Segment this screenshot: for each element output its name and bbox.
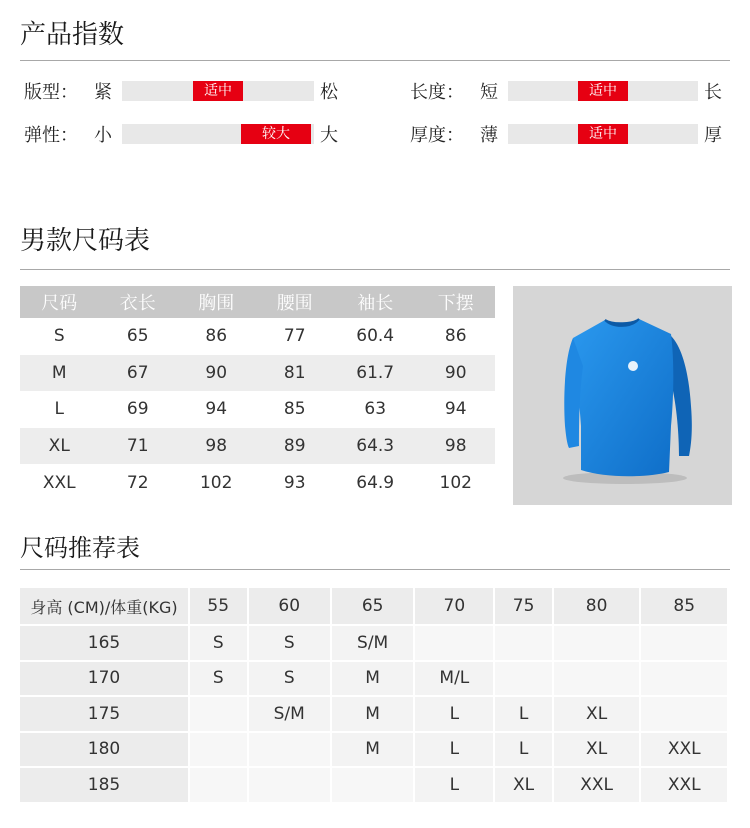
weight-col-header: 85 [641,588,727,624]
table-cell [641,626,727,660]
table-cell: S [53,326,65,347]
index-marker: 适中 [578,81,628,101]
table-cell: 77 [283,326,306,347]
table-cell: 71 [98,428,176,465]
long-sleeve-shirt-image [513,286,732,505]
table-cell [249,768,330,802]
index-low-label: 小 [94,125,112,146]
size-col-header: 下摆 [416,286,495,318]
index-marker: 适中 [193,81,243,101]
table-cell: M [332,733,413,767]
table-cell: XXL [554,768,640,802]
size-table-header-row [20,286,495,318]
table-cell [641,662,727,696]
table-cell: S/M [332,626,413,660]
brand-logo-icon [628,361,638,371]
size-table [20,286,495,501]
table-cell: 94 [205,399,228,420]
table-cell: 60.4 [356,326,395,347]
recommend-table-divider [20,569,730,570]
size-col-header: 胸围 [177,286,255,318]
index-row-length [410,80,722,102]
size-col-header: 衣长 [98,286,176,318]
weight-col-header: 70 [415,588,493,624]
table-cell [190,697,247,731]
table-cell: 86 [444,326,467,347]
table-cell: L [415,733,493,767]
product-index-divider [20,60,730,61]
table-row [20,733,727,767]
table-cell [190,733,247,767]
table-cell: XXL [641,733,727,767]
table-cell: XL [495,768,552,802]
table-cell: 81 [255,355,333,392]
table-cell [554,662,640,696]
index-label: 弹性： [24,125,78,146]
table-cell: 63 [364,399,387,420]
table-cell: 61.7 [334,355,417,392]
table-row [20,768,727,802]
product-index-title: 产品指数 [20,20,125,50]
index-label: 版型： [24,82,78,103]
table-cell: M [332,662,413,696]
shirt-body [573,319,673,476]
index-high-label: 厚 [704,125,722,146]
table-cell: M [20,355,98,392]
table-row [20,428,495,465]
index-marker: 适中 [578,124,628,144]
table-cell [190,768,247,802]
height-row-header: 175 [20,697,188,731]
size-table-divider [20,269,730,270]
table-cell: XXL [42,472,76,493]
index-track [122,81,314,101]
index-row-thickness [410,123,722,145]
table-cell: S [249,662,330,696]
index-track [122,124,314,144]
table-row [20,318,495,355]
table-cell: 98 [416,428,495,465]
weight-col-header: 65 [332,588,413,624]
table-cell: L [495,733,552,767]
table-cell: M [332,697,413,731]
index-label: 长度： [410,82,464,103]
table-cell: L [415,697,493,731]
table-cell: 67 [98,355,176,392]
index-high-label: 长 [704,82,722,103]
recommend-table-title: 尺码推荐表 [20,534,140,562]
weight-col-header: 55 [190,588,247,624]
table-cell: 86 [205,326,228,347]
size-table-title: 男款尺码表 [20,226,151,256]
height-row-header: 180 [20,733,188,767]
index-row-fit [24,80,338,102]
table-cell [249,733,330,767]
table-cell: 64.3 [334,428,417,465]
table-cell: S [190,626,247,660]
table-cell: L [415,768,493,802]
table-cell: 65 [126,326,149,347]
index-low-label: 紧 [94,82,112,103]
table-cell: 69 [126,399,149,420]
table-cell: S/M [249,697,330,731]
table-cell: 102 [199,472,233,493]
table-row [20,355,495,392]
index-row-elasticity [24,123,338,145]
table-cell: 98 [177,428,255,465]
recommend-header-row [20,588,727,624]
recommend-corner-header: 身高 (CM)/体重(KG) [20,588,188,624]
table-row [20,662,727,696]
index-high-label: 松 [320,82,338,103]
index-track [508,124,698,144]
table-cell [495,626,552,660]
size-col-header: 尺码 [20,286,98,318]
recommend-table [18,586,729,804]
table-cell: 72 [126,472,149,493]
table-row [20,464,495,501]
table-row [20,697,727,731]
table-cell [332,768,413,802]
index-high-label: 大 [320,125,338,146]
table-cell: XL [20,428,98,465]
height-row-header: 165 [20,626,188,660]
table-cell: 94 [444,399,467,420]
index-label: 厚度： [410,125,464,146]
table-cell [554,626,640,660]
index-low-label: 薄 [480,125,498,146]
table-cell: L [495,697,552,731]
index-marker: 较大 [241,124,311,144]
table-cell: 64.9 [356,472,395,493]
index-track [508,81,698,101]
size-col-header: 腰围 [255,286,333,318]
table-cell: 89 [255,428,333,465]
table-cell: 85 [283,399,306,420]
size-col-header: 袖长 [334,286,417,318]
table-cell: 90 [416,355,495,392]
weight-col-header: 75 [495,588,552,624]
table-cell: XL [554,733,640,767]
height-row-header: 170 [20,662,188,696]
table-cell: 93 [283,472,306,493]
table-cell: 90 [177,355,255,392]
table-cell: 102 [439,472,472,493]
table-row [20,626,727,660]
table-cell [495,662,552,696]
product-photo [513,286,732,505]
table-cell: M/L [415,662,493,696]
table-cell: L [54,399,64,420]
height-row-header: 185 [20,768,188,802]
table-cell: S [249,626,330,660]
table-row [20,391,495,428]
weight-col-header: 60 [249,588,330,624]
table-cell: XL [554,697,640,731]
table-cell: S [190,662,247,696]
weight-col-header: 80 [554,588,640,624]
index-low-label: 短 [480,82,498,103]
table-cell [641,697,727,731]
table-cell [415,626,493,660]
table-cell: XXL [641,768,727,802]
